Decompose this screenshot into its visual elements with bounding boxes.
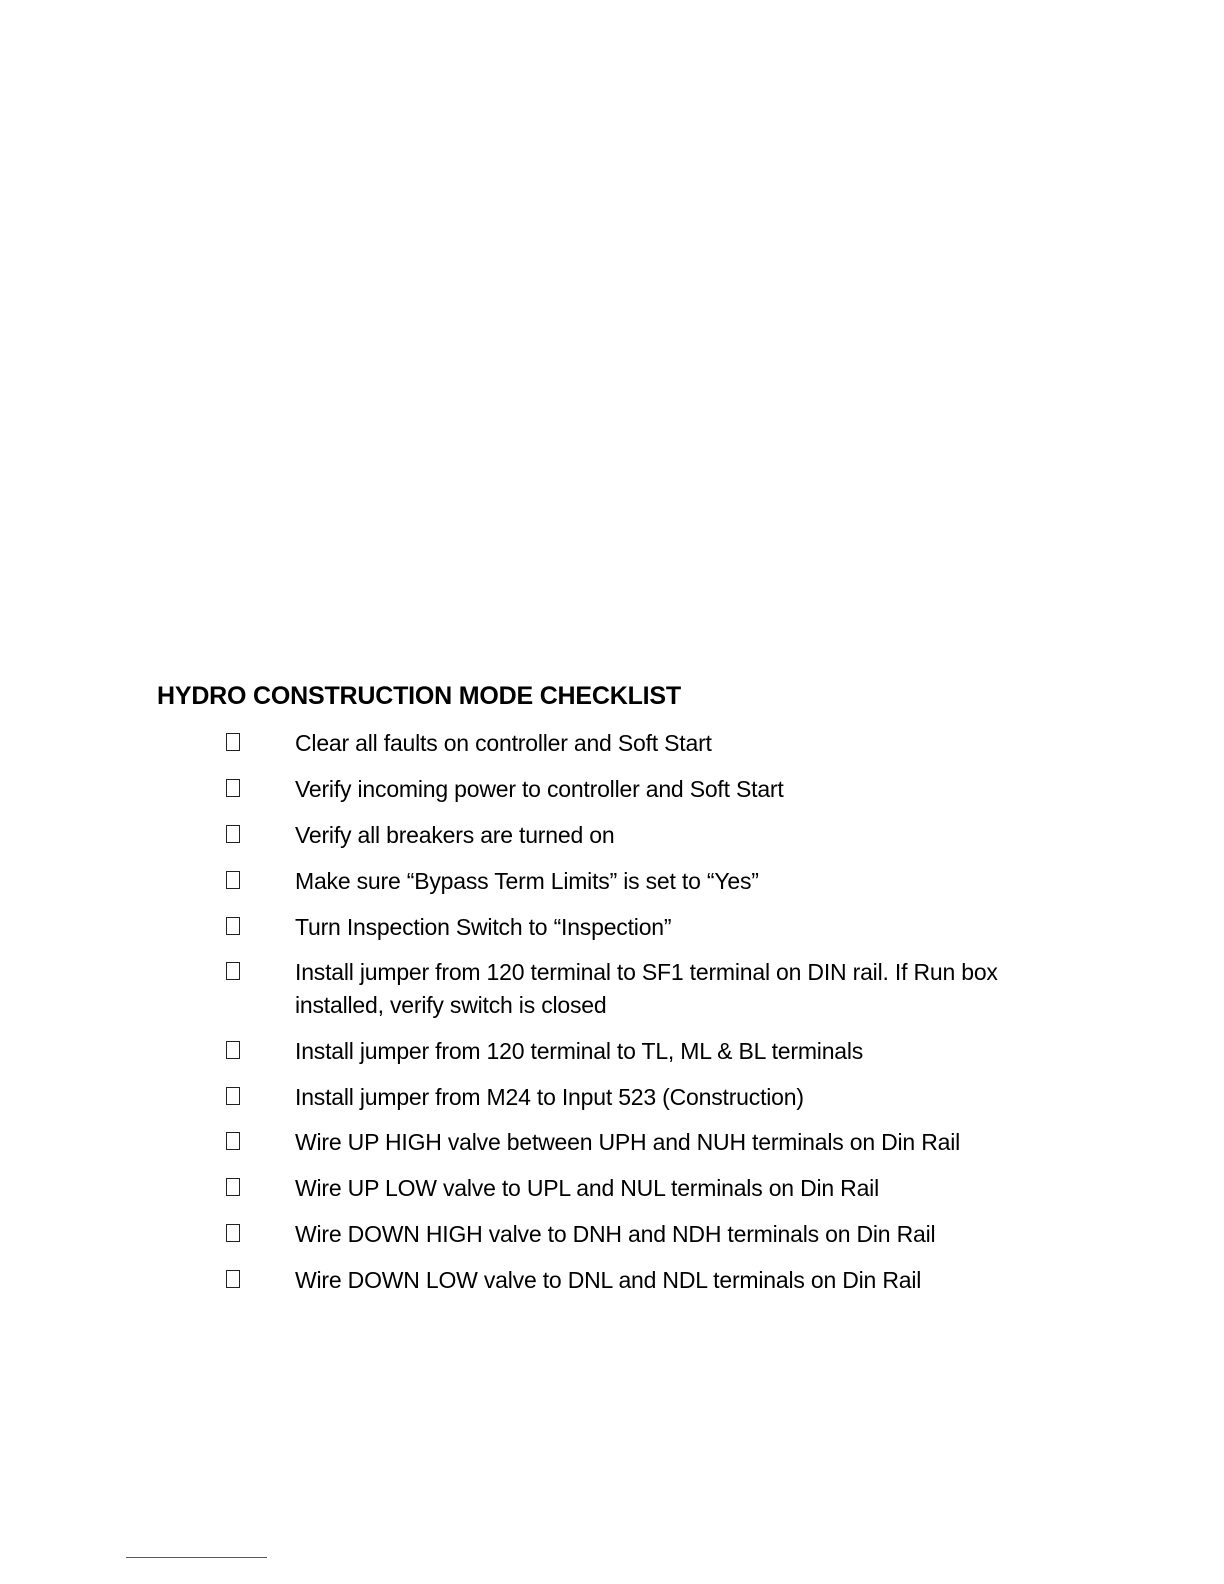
checkbox-icon[interactable] — [226, 1041, 240, 1059]
checklist-title: HYDRO CONSTRUCTION MODE CHECKLIST — [157, 682, 681, 710]
checklist-item-text: Install jumper from M24 to Input 523 (Construction) — [295, 1084, 804, 1110]
checklist-item-text: Verify incoming power to controller and Soft Start — [295, 776, 784, 802]
checklist-item-text: Wire UP LOW valve to UPL and NUL terminals on Din Rail — [295, 1175, 879, 1201]
checkbox-icon[interactable] — [226, 1224, 240, 1242]
checkbox-icon[interactable] — [226, 1132, 240, 1150]
checkbox-icon[interactable] — [226, 733, 240, 751]
checkbox-icon[interactable] — [226, 1087, 240, 1105]
checklist-item-text: Install jumper from 120 terminal to SF1 terminal on DIN rail. If Run box installed, verify switch is closed — [295, 959, 998, 1018]
checkbox-icon[interactable] — [226, 871, 240, 889]
checklist-item-text: Wire DOWN HIGH valve to DNH and NDH terminals on Din Rail — [295, 1221, 936, 1247]
checklist-item-text: Verify all breakers are turned on — [295, 822, 615, 848]
checkbox-icon[interactable] — [226, 917, 240, 935]
footnote-separator — [126, 1557, 267, 1558]
checkbox-icon[interactable] — [226, 825, 240, 843]
checklist-item-text: Install jumper from 120 terminal to TL, ML & BL terminals — [295, 1038, 864, 1064]
checkbox-icon[interactable] — [226, 962, 240, 980]
checklist-item-text: Wire DOWN LOW valve to DNL and NDL terminals on Din Rail — [295, 1267, 922, 1293]
checklist-item-text: Wire UP HIGH valve between UPH and NUH terminals on Din Rail — [295, 1129, 961, 1155]
checkbox-icon[interactable] — [226, 779, 240, 797]
checkbox-icon[interactable] — [226, 1178, 240, 1196]
checkbox-icon[interactable] — [226, 1270, 240, 1288]
checklist-item-text: Clear all faults on controller and Soft Start — [295, 730, 712, 756]
checklist-item-text: Make sure “Bypass Term Limits” is set to “Yes” — [295, 868, 759, 894]
checklist-item-text: Turn Inspection Switch to “Inspection” — [295, 914, 672, 940]
